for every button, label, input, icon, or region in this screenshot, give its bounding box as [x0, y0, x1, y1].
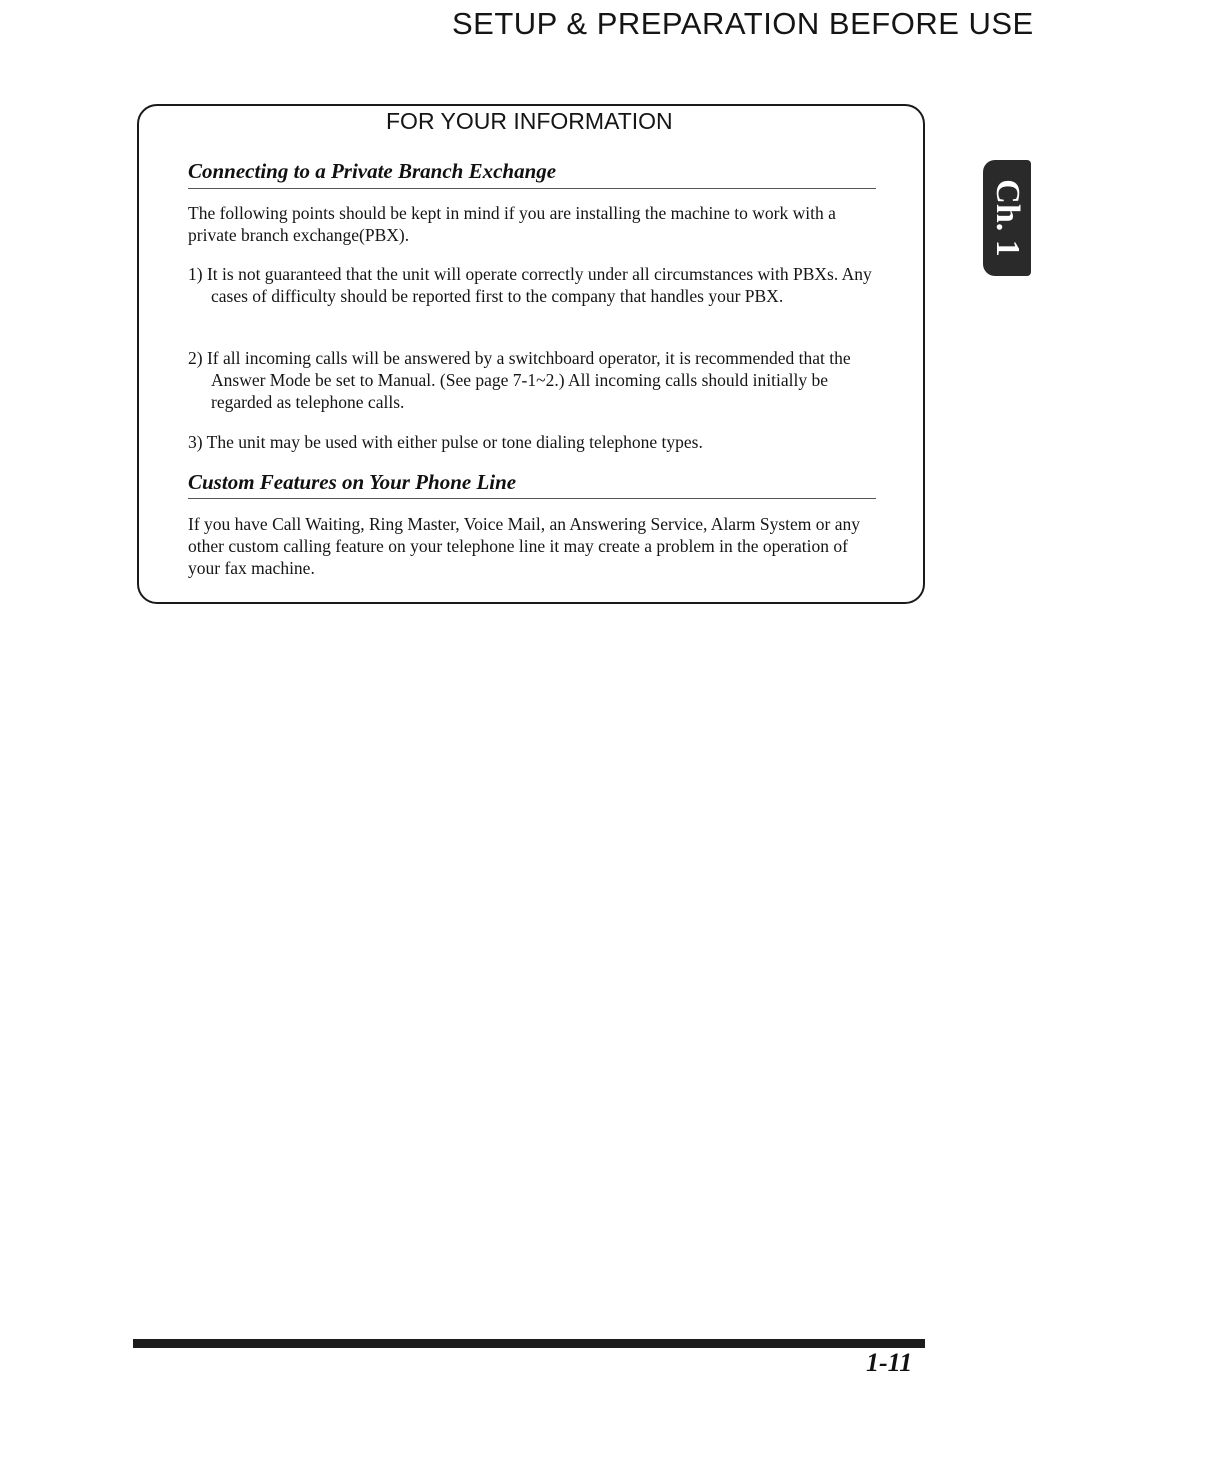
pbx-item-1: 1) It is not guaranteed that the unit will operate correctly under all circumstances with PBXs. Any cases of difficulty should be reported first to the company that handles your PBX.: [188, 264, 872, 306]
section-heading-pbx: Connecting to a Private Branch Exchange: [188, 159, 557, 183]
info-box-title: FOR YOUR INFORMATION: [386, 108, 673, 134]
pbx-intro-paragraph: The following points should be kept in mind if you are installing the machine to work with a private branch exchange(PBX).: [188, 203, 836, 245]
chapter-tab-label: Ch. 1: [989, 179, 1026, 257]
section-rule-pbx: [188, 188, 876, 189]
section-rule-custom: [188, 498, 876, 499]
chapter-tab: [983, 160, 1031, 276]
page-number: 1-11: [866, 1348, 913, 1377]
pbx-item-3: 3) The unit may be used with either pulse or tone dialing telephone types.: [188, 432, 703, 452]
footer-bar: [133, 1339, 925, 1348]
pbx-item-2: 2) If all incoming calls will be answered by a switchboard operator, it is recommended that the Answer Mode be set to Manual. (See page 7-1~2.) All incoming calls should initially be regarded as telephone calls.: [188, 348, 851, 412]
page-header-title: SETUP & PREPARATION BEFORE USE: [452, 6, 1034, 41]
section-heading-custom: Custom Features on Your Phone Line: [188, 470, 517, 494]
custom-features-paragraph: If you have Call Waiting, Ring Master, Voice Mail, an Answering Service, Alarm System or any other custom calling feature on your telephone line it may create a problem in the operation of your fax machine.: [188, 514, 861, 578]
